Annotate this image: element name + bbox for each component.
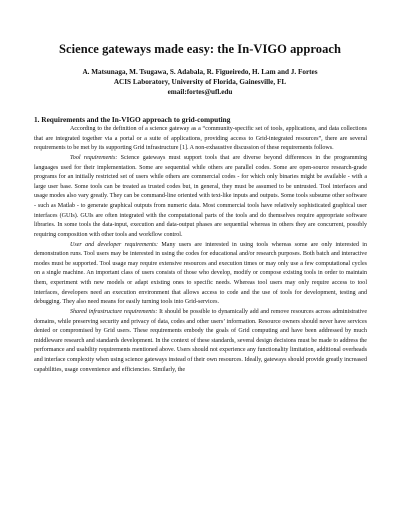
section-heading: 1. Requirements and the In-VIGO approach to grid-computing [34,115,231,124]
paragraph-lead: Shared infrastructure requirements: [70,308,158,315]
paragraph-user-developer-requirements [34,241,367,308]
section-body [34,125,367,375]
contact-email: email:fortes@ufl.edu [167,88,233,96]
paragraph-text: Science gateways must support tools that are diverse beyond differences in the programming languages used for their implementation. Some are sequential while others are parallel codes. Some are open-source research-grade programs for an initially restricted set of users while others are commercial codes - for which only binaries might be available - with a large user base. Some tools can be treated as trusted codes but, in general, they must be assumed to be untrusted. Tool interfaces and usage modes also vary greatly. They can be command-line oriented with text-like inputs and outputs. Some tools subsume other software - such as Matlab - to generate graphical outputs from numeric data. Most commercial tools have relatively sophisticated graphical user interfaces (GUIs). GUIs are often integrated with the computational parts of the tools and do themselves require appropriate software libraries. In some tools the data-input, execution and data-output phases are sequential whereas in others they are concurrent, possibly requiring composition with other tools and workflow control. [34,154,367,238]
paragraph-tool-requirements [34,154,367,241]
paragraph-text: It should be possible to dynamically add and remove resources across administrative domains, while preserving security and privacy of data, codes and other users’ information. Resource owners should never have services denied or compromised by Grid users. These requirements embody the goals of Grid computing and have been addressed by much middleware research and standards development. In the context of these standards, several design decisions must be made to address the performance and usability requirements mentioned above. Users should not experience any functionality limitation, additional overheads and interface complexity when using science gateways instead of their own resources. Ideally, gateways should provide greatly increased capabilities, usage convenience and efficiencies. Similarly, the [34,308,367,373]
paragraph-lead: Tool requirements: [70,154,118,161]
author-list: A. Matsunaga, M. Tsugawa, S. Adabala, R. Figueiredo, H. Lam and J. Fortes [82,68,318,76]
paragraph-text: Many users are interested in using tools whereas some are only interested in demonstration runs. Tool users may be interested in using the codes for educational and/or research purposes. Both batch and interactive modes must be supported. Tool usage may require extensive resources and execution times or may only use a few computational cycles on a single machine. An important class of users consists of those who develop, modify or compose existing tools in order to maintain them, experiment with new models or adapt existing ones to specific needs. Whereas tool users may only require access to tool interfaces, developers need an execution environment that allows access to code and the use of tools for development, testing and debugging. They also need means for easily turning tools into Grid-services. [34,241,367,306]
paper-title: Science gateways made easy: the In-VIGO approach [58,42,341,56]
affiliation: ACIS Laboratory, University of Florida, Gainesville, FL [113,78,287,86]
paragraph-text: According to the definition of a science gateway as a “community-specific set of tools, applications, and data collections that are integrated together via a portal or a suite of applications, providing access to Grid-integrated resources”, there are several requirements to be met by its supporting Grid infrastructure [1]. A non-exhaustive discussion of these requirements follows. [34,126,367,152]
paragraph-shared-infrastructure-requirements [34,308,367,375]
paragraph-lead: User and developer requirements: [70,241,159,248]
paragraph-intro [34,125,367,154]
